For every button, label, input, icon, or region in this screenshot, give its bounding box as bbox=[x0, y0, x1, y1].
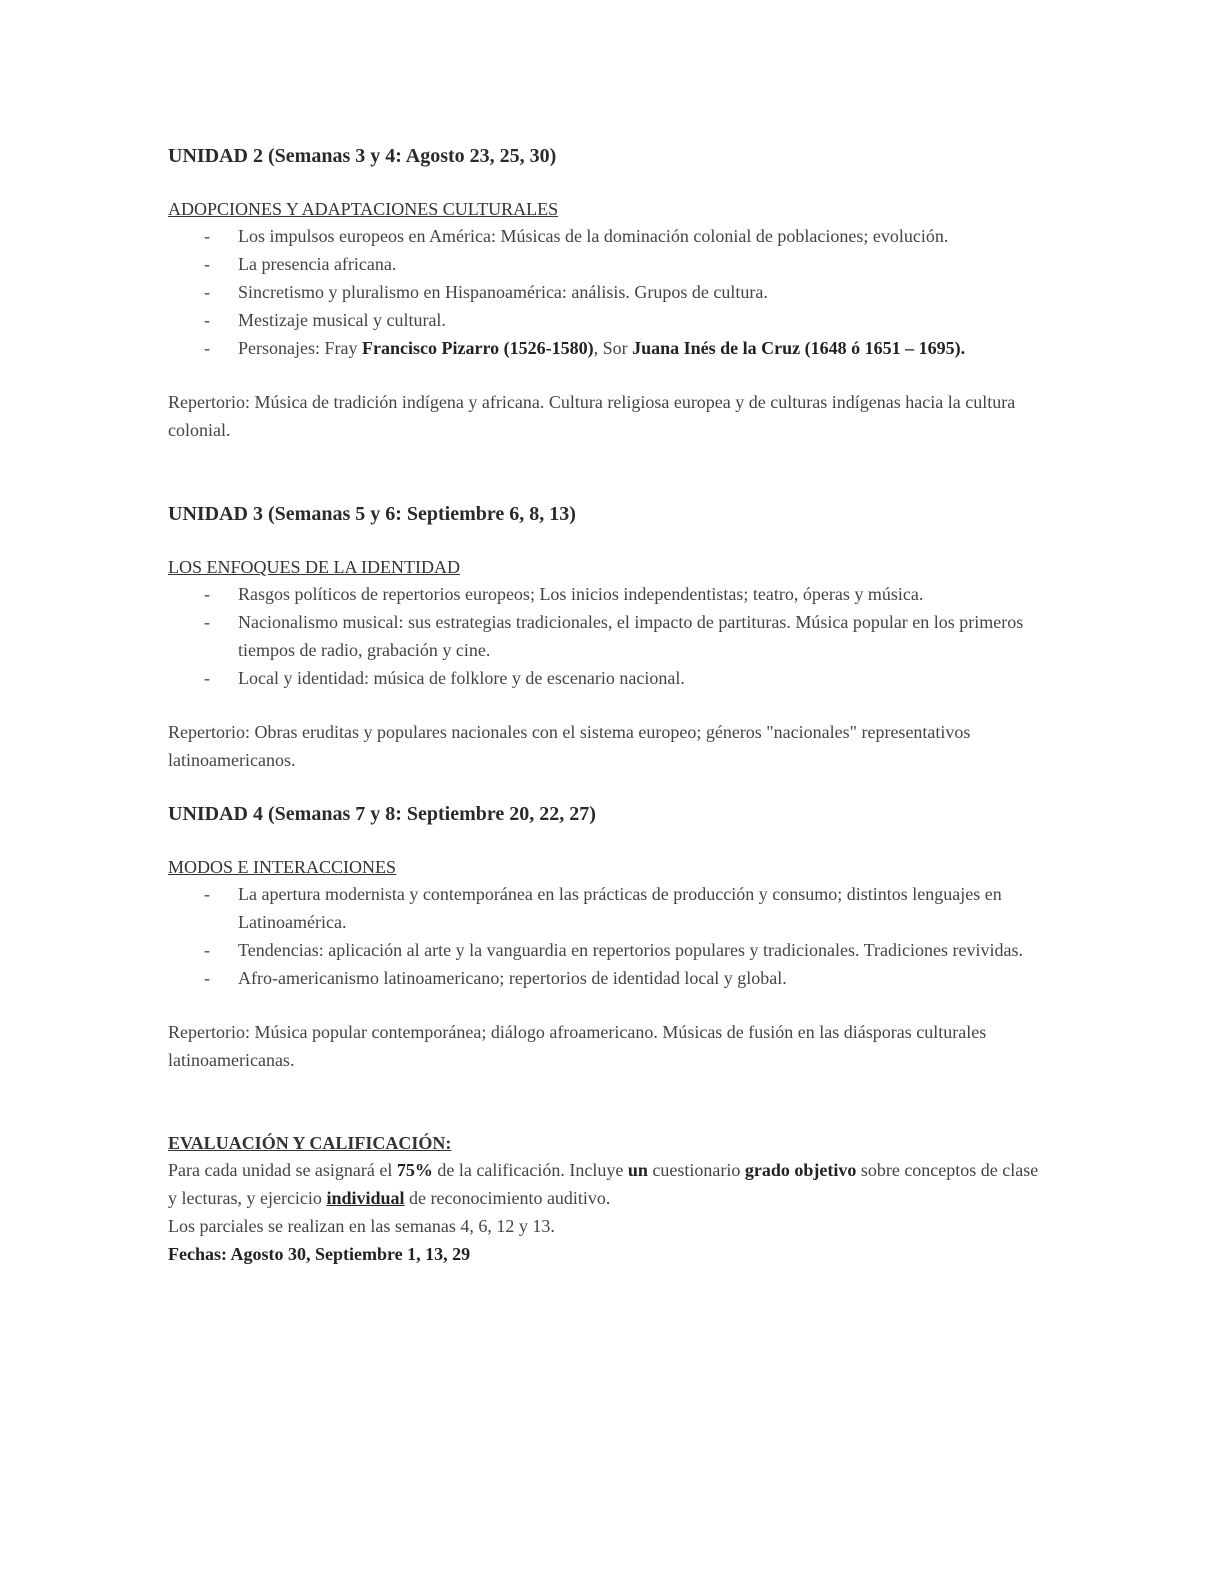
list-item bbox=[204, 936, 1048, 964]
eval-emphasis: objetivo bbox=[794, 1160, 857, 1180]
list-item bbox=[204, 964, 1048, 992]
eval-text-part: de bbox=[404, 1188, 426, 1208]
repertoire-text: Repertorio: Música popular contemporánea; diálogo afroamericano. Músicas de fusión en las diásporas culturales latinoamericanas. bbox=[168, 1022, 987, 1070]
evaluation-text bbox=[168, 1156, 1048, 1212]
dash-icon: - bbox=[204, 310, 210, 330]
dash-icon: - bbox=[204, 338, 210, 358]
list-item-text: Sincretismo y pluralismo en Hispanoamérica: análisis. Grupos de cultura. bbox=[238, 282, 768, 302]
list-item bbox=[204, 278, 1048, 306]
list-item-text: Rasgos políticos de repertorios europeos; Los inicios independentistas; teatro, óperas y música. bbox=[238, 584, 924, 604]
bullet-list bbox=[168, 880, 1048, 992]
section-title: MODOS E INTERACCIONES bbox=[168, 857, 397, 877]
evaluation-block bbox=[168, 1130, 1048, 1268]
list-item-text: Los impulsos europeos en América: Músicas de la dominación colonial de poblaciones; evolución. bbox=[238, 226, 949, 246]
dash-icon: - bbox=[204, 884, 210, 904]
document-body bbox=[168, 142, 1048, 1268]
person-name: Juana Inés de la Cruz (1648 ó 1651 – 1695). bbox=[632, 338, 966, 358]
bullet-list bbox=[168, 580, 1048, 692]
list-item bbox=[204, 306, 1048, 334]
list-item bbox=[204, 608, 1048, 664]
eval-text-part: cuestionario bbox=[647, 1160, 745, 1180]
eval-emphasis: individual bbox=[326, 1188, 405, 1208]
list-item bbox=[204, 334, 1048, 362]
section-title: LOS ENFOQUES DE LA IDENTIDAD bbox=[168, 557, 460, 577]
dash-icon: - bbox=[204, 668, 210, 688]
repertoire-text: Repertorio: Música de tradición indígena y africana. Cultura religiosa europea y de culturas indígenas hacia la cultura colonial. bbox=[168, 392, 1016, 440]
repertoire-text: Repertorio: Obras eruditas y populares nacionales con el sistema europeo; géneros "nacionales" representativos latinoamericanos. bbox=[168, 722, 971, 770]
unit-block bbox=[168, 500, 1048, 774]
list-item-text: , Sor bbox=[593, 338, 633, 358]
dash-icon: - bbox=[204, 968, 210, 988]
list-item-text: Nacionalismo musical: sus estrategias tradicionales, el impacto de partituras. Música popular en los primeros tiempos de radio, grabación y cine. bbox=[238, 612, 1024, 660]
unit-block bbox=[168, 142, 1048, 444]
dash-icon: - bbox=[204, 940, 210, 960]
person-name: Francisco Pizarro (1526-1580) bbox=[361, 338, 594, 358]
dash-icon: - bbox=[204, 584, 210, 604]
unit-heading: UNIDAD 2 (Semanas 3 y 4: Agosto 23, 25, 30) bbox=[168, 145, 557, 167]
evaluation-weeks: Los parciales se realizan en las semanas 4, 6, 12 y 13. bbox=[168, 1216, 555, 1236]
unit-block bbox=[168, 800, 1048, 1074]
unit-heading: UNIDAD 4 (Semanas 7 y 8: Septiembre 20, 22, 27) bbox=[168, 803, 596, 825]
eval-emphasis: un bbox=[627, 1160, 648, 1180]
list-item-text: La apertura modernista y contemporánea en las prácticas de producción y consumo; distintos lenguajes en Latinoamérica. bbox=[238, 884, 1002, 932]
dash-icon: - bbox=[204, 612, 210, 632]
evaluation-title: EVALUACIÓN Y CALIFICACIÓN: bbox=[168, 1133, 452, 1153]
eval-text-part: sobre conceptos de clase y lecturas, y ejercicio bbox=[168, 1160, 1039, 1208]
bullet-list bbox=[168, 222, 1048, 362]
dash-icon: - bbox=[204, 226, 210, 246]
list-item-text: La presencia africana. bbox=[238, 254, 397, 274]
list-item-text: Mestizaje musical y cultural. bbox=[238, 310, 446, 330]
eval-text-part: Para cada unidad se asignará el bbox=[168, 1160, 397, 1180]
section-title: ADOPCIONES Y ADAPTACIONES CULTURALES bbox=[168, 199, 559, 219]
list-item-text: Local y identidad: música de folklore y de escenario nacional. bbox=[238, 668, 685, 688]
eval-text-part: de la calificación. Incluye bbox=[432, 1160, 628, 1180]
eval-emphasis: grado bbox=[744, 1160, 790, 1180]
list-item-text: Afro-americanismo latinoamericano; repertorios de identidad local y global. bbox=[238, 968, 787, 988]
unit-heading: UNIDAD 3 (Semanas 5 y 6: Septiembre 6, 8, 13) bbox=[168, 503, 576, 525]
list-item bbox=[204, 580, 1048, 608]
eval-percent: 75% bbox=[396, 1160, 433, 1180]
list-item bbox=[204, 250, 1048, 278]
list-item bbox=[204, 880, 1048, 936]
list-item bbox=[204, 222, 1048, 250]
list-item-text: Tendencias: aplicación al arte y la vanguardia en repertorios populares y tradicionales. Tradiciones revividas. bbox=[238, 940, 1023, 960]
evaluation-dates: Fechas: Agosto 30, Septiembre 1, 13, 29 bbox=[168, 1244, 471, 1264]
eval-text-part: reconocimiento auditivo. bbox=[430, 1188, 611, 1208]
dash-icon: - bbox=[204, 254, 210, 274]
list-item bbox=[204, 664, 1048, 692]
dash-icon: - bbox=[204, 282, 210, 302]
list-item-text: Personajes: Fray bbox=[238, 338, 362, 358]
